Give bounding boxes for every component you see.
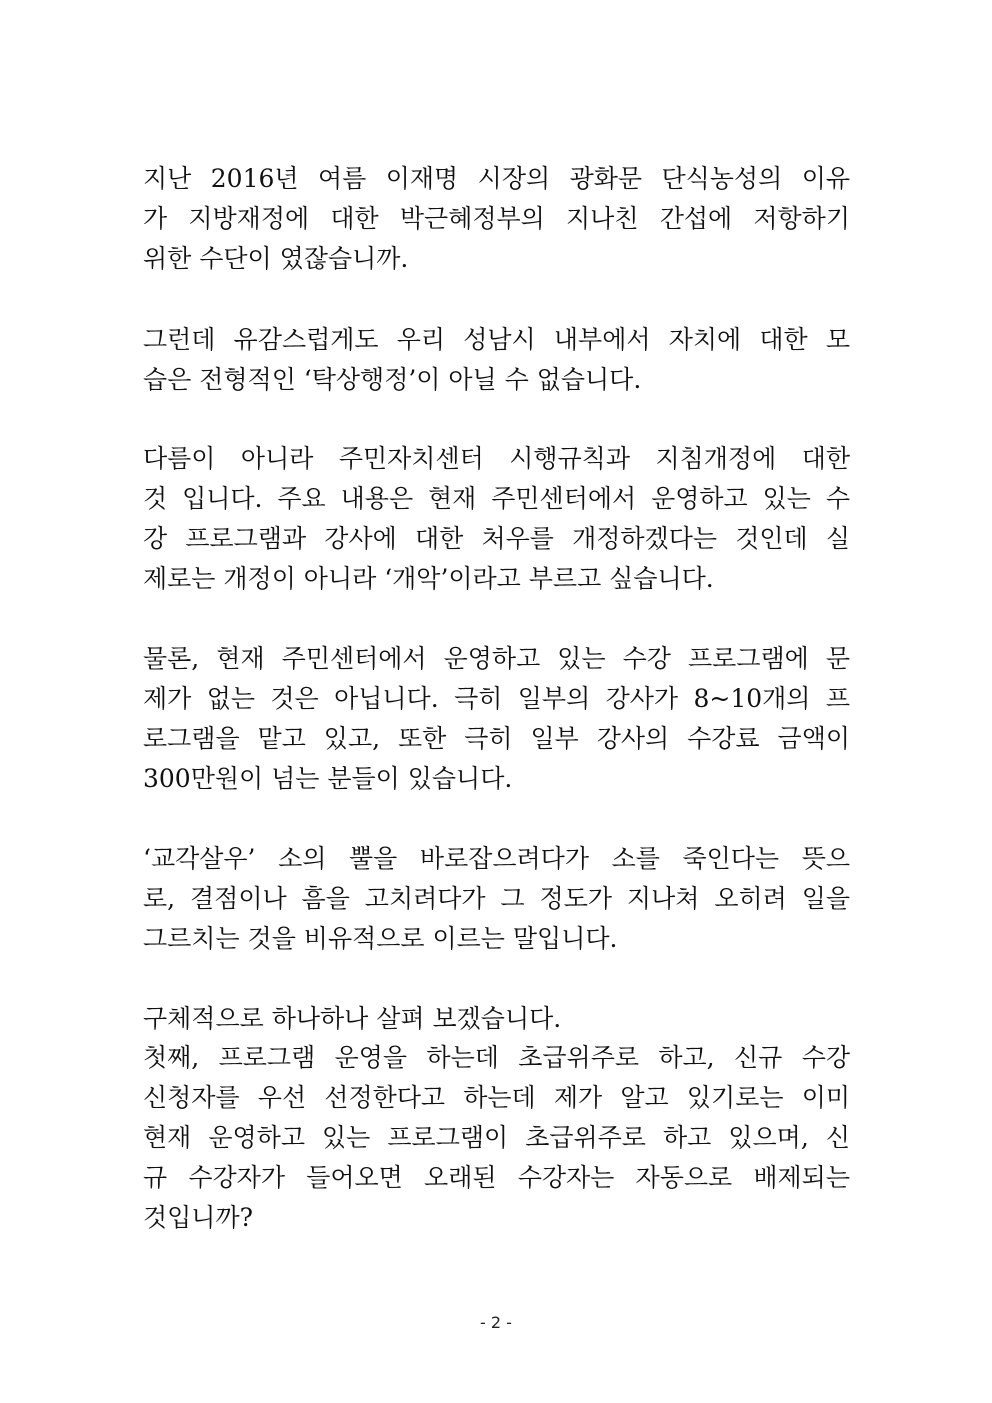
paragraph-5-line-2: 로, 결점이나 흠을 고치려다가 그 정도가 지나쳐 오히려 일을 <box>143 884 850 913</box>
paragraph-4-line-1: 물론, 현재 주민센터에서 운영하고 있는 수강 프로그램에 문 <box>143 644 850 673</box>
paragraph-6-line-5: 규 수강자가 들어오면 오래된 수강자는 자동으로 배제되는 <box>143 1163 850 1192</box>
paragraph-1-line-2: 가 지방재정에 대한 박근혜정부의 지나친 간섭에 저항하기 <box>143 204 850 233</box>
paragraph-1-line-3: 위한 수단이 였잖습니까. <box>143 244 409 273</box>
paragraph-3-line-1: 다름이 아니라 주민자치센터 시행규칙과 지침개정에 대한 <box>143 444 850 473</box>
paragraph-1-line-1: 지난 2016년 여름 이재명 시장의 광화문 단식농성의 이유 <box>143 164 850 193</box>
paragraph-4-line-3: 로그램을 맡고 있고, 또한 극히 일부 강사의 수강료 금액이 <box>143 724 850 753</box>
paragraph-6-line-6: 것입니까? <box>143 1203 254 1232</box>
paragraph-3-line-4: 제로는 개정이 아니라 ‘개악’이라고 부르고 싶습니다. <box>143 564 714 593</box>
page-number: - 2 - <box>480 1313 512 1332</box>
paragraph-6-line-3: 신청자를 우선 선정한다고 하는데 제가 알고 있기로는 이미 <box>143 1083 850 1112</box>
paragraph-2-line-2: 습은 전형적인 ‘탁상행정’이 아닐 수 없습니다. <box>143 365 642 394</box>
paragraph-4-line-4: 300만원이 넘는 분들이 있습니다. <box>143 764 513 793</box>
paragraph-5-line-3: 그르치는 것을 비유적으로 이르는 말입니다. <box>143 924 618 953</box>
paragraph-4-line-2: 제가 없는 것은 아닙니다. 극히 일부의 강사가 8~10개의 프 <box>143 684 850 713</box>
paragraph-6-line-1: 구체적으로 하나하나 살펴 보겠습니다. <box>143 1004 562 1033</box>
paragraph-3-line-2: 것 입니다. 주요 내용은 현재 주민센터에서 운영하고 있는 수 <box>143 484 850 513</box>
paragraph-6-line-2: 첫째, 프로그램 운영을 하는데 초급위주로 하고, 신규 수강 <box>143 1043 850 1072</box>
paragraph-3-line-3: 강 프로그램과 강사에 대한 처우를 개정하겠다는 것인데 실 <box>143 524 850 553</box>
paragraph-2-line-1: 그런데 유감스럽게도 우리 성남시 내부에서 자치에 대한 모 <box>143 325 850 354</box>
paragraph-6-line-4: 현재 운영하고 있는 프로그램이 초급위주로 하고 있으며, 신 <box>143 1123 850 1152</box>
paragraph-5-line-1: ‘교각살우’ 소의 뿔을 바로잡으려다가 소를 죽인다는 뜻으 <box>143 844 850 873</box>
